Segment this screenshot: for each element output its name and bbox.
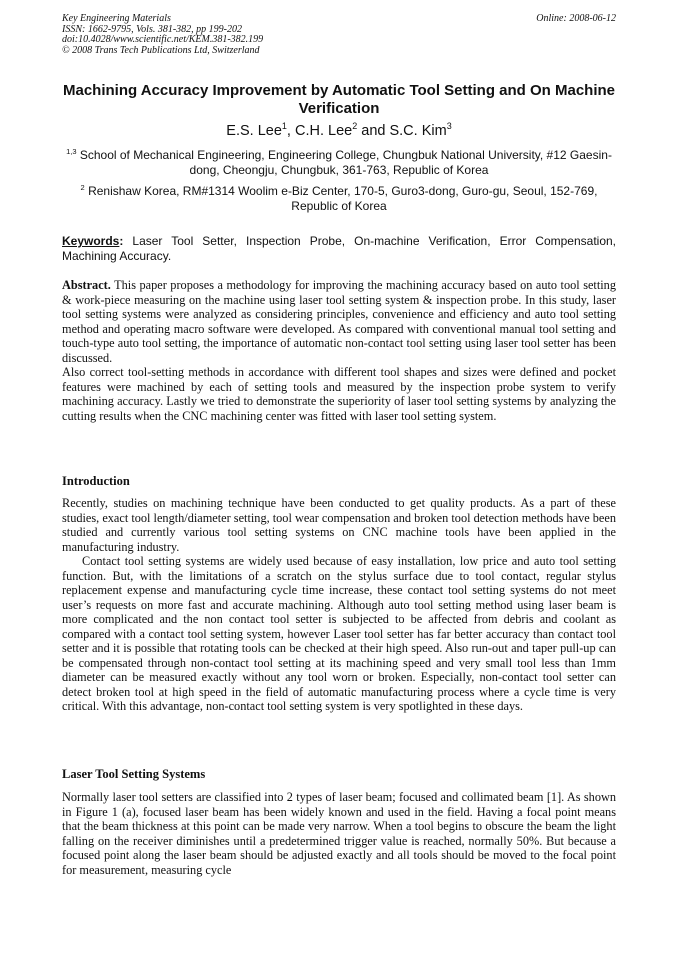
paper-title: Machining Accuracy Improvement by Automatic Tool Setting and On Machine Verification [62, 82, 616, 117]
copyright-line: © 2008 Trans Tech Publications Ltd, Switzerland [62, 44, 260, 56]
affiliation-2 [62, 184, 616, 214]
author-name: S.C. Kim [389, 123, 447, 139]
author-sup: 2 [352, 121, 358, 131]
author-sup: 3 [446, 121, 452, 131]
doi-line: doi:10.4028/www.scientific.net/KEM.381-382.199 [62, 34, 264, 45]
section-heading-introduction: Introduction [62, 474, 130, 488]
abstract-block [62, 278, 616, 423]
affiliation-sup: 1,3 [66, 147, 77, 156]
affiliation-text: Renishaw Korea, RM#1314 Woolim e-Biz Center, 170-5, Guro3-dong, Guro-gu, Seoul, 152-769, Republic of Korea [88, 184, 598, 213]
author-name: E.S. Lee [226, 123, 282, 139]
author-sup: 1 [281, 121, 287, 131]
laser-section-body [62, 790, 616, 877]
affiliation-1 [62, 148, 616, 178]
journal-header [62, 14, 616, 56]
keywords-text: Laser Tool Setter, Inspection Probe, On-machine Verification, Error Compensation, Machining Accuracy. [62, 234, 616, 263]
body-paragraph: Normally laser tool setters are classified into 2 types of laser beam; focused and collimated beam [1]. As shown in Figure 1 (a), focused laser beam has been widely known and used in the field. Having a focal point means that the beam thickness at this point can be made very narrow. When a tool begins to obscure the beam the light falling on the receiver diminishes until a predetermined trigger value is reached, normally 50%. But because a focused point along the laser beam should be adjusted exactly and all tools should be moved to the focal point for measurement, measuring cycle [62, 790, 616, 877]
abstract-paragraph: Also correct tool-setting methods in accordance with different tool shapes and sizes were defined and pocket features were machined by each of setting tools and measured by the inspection probe system to verify machining accuracy. Lastly we tried to demonstrate the superiority of laser tool setting systems by analyzing the cutting results when the CNC machining center was fitted with laser tool setting system. [62, 365, 616, 423]
author-name: C.H. Lee [294, 123, 353, 139]
keywords-block: Keywords: Laser Tool Setter, Inspection Probe, On-machine Verification, Error Compensation, Machining Accuracy. [62, 234, 616, 263]
abstract-paragraph: Abstract. This paper proposes a methodology for improving the machining accuracy based on auto tool setting & work-piece measuring on the machine using laser tool setting system & inspection probe. In this study, laser tool setting systems were analyzed as considering principles, convenience and efficiency and auto tool setting method and operating macro software were developed. As compared with conventional manual tool setting and touch-type auto tool setting, the importance of automatic non-contact tool setting using laser tool setter has been discussed. [62, 278, 616, 365]
body-paragraph: Recently, studies on machining technique have been conducted to get quality products. As a part of these studies, exact tool length/diameter setting, tool wear compensation and broken tool detection methods have been studied and currently various tool setting systems on CNC machine tools have been applied in the manufacturing industry. [62, 496, 616, 554]
online-date: Online: 2008-06-12 [536, 13, 616, 24]
abstract-label: Abstract. [62, 278, 111, 292]
introduction-body [62, 496, 616, 714]
section-heading-laser-tool-setting: Laser Tool Setting Systems [62, 767, 206, 781]
body-paragraph: Contact tool setting systems are widely used because of easy installation, low price and auto tool setting function. But, with the limitations of a scratch on the stylus surface due to tool contact, regular stylus replacement expense and manufacturing cycle time increase, these contact tool setting systems do not meet user’s requests on more fast and accurate machining. Although auto tool setting method using laser beam is more complicated and the non contact tool setter is subjected to be affected from debris and coolant as compared with a contact tool setting system, however Laser tool setter has far better accuracy than contact tool setter and it is possible that rotating tools can be checked at their high speed. Also run-out and taper pull-up can be compensated through non-contact tool setting at its machining speed and very small tool less than 1mm diameter can be measured exactly without any tool worn or broken. Especially, non-contact tool setter can detect broken tool at high speed in the field of automatic manufacturing process where a cycle time is very critical. With this advantage, non-contact tool setting system is very spotlighted in these days. [62, 554, 616, 713]
journal-name: Key Engineering Materials [62, 13, 171, 24]
author-list: E.S. Lee$^1$, C.H. Lee$^2$ and S.C. Kim$^3$ [226, 121, 452, 139]
affiliation-sup: 2 [80, 183, 85, 192]
issn-line: ISSN: 1662-9795, Vols. 381-382, pp 199-202 [62, 23, 242, 35]
affiliation-text: School of Mechanical Engineering, Engineering College, Chungbuk National University, #12 Gaesin-dong, Cheongju, Chungbuk, 361-763, Republic of Korea [79, 148, 612, 177]
keywords-label: Keywords [62, 234, 120, 248]
